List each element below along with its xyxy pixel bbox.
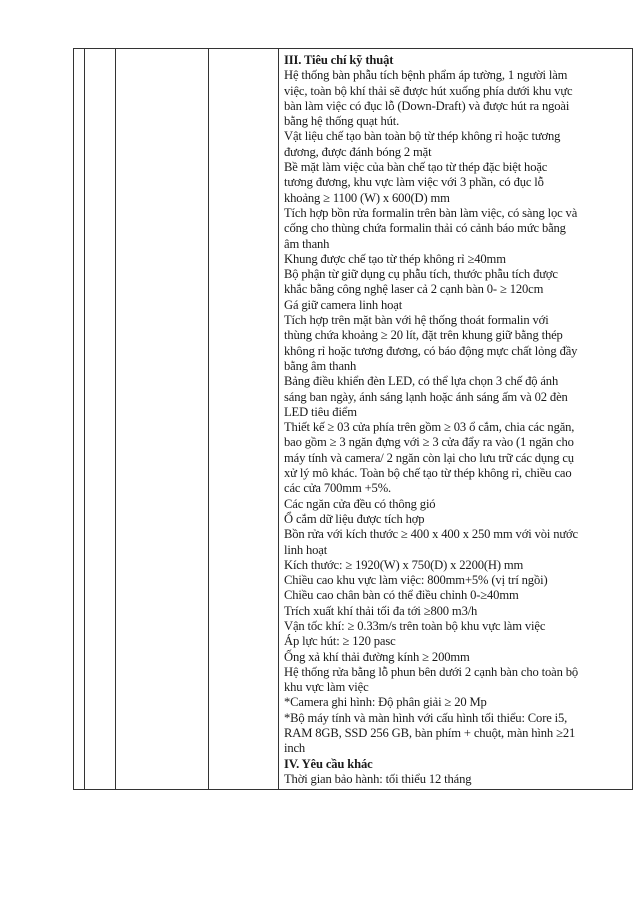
spec-line: Bề mặt làm việc của bàn chế tạo từ thép đặc biệt hoặc [284, 160, 548, 175]
spec-line: Hệ thống rửa bằng lỗ phun bên dưới 2 cạnh bàn cho toàn bộ [284, 664, 579, 679]
spec-line: Tích hợp trên mặt bàn với hệ thống thoát formalin với [284, 313, 549, 328]
spec-line: Gá giữ camera linh hoạt [284, 297, 403, 312]
spec-content-cell [279, 49, 633, 790]
spec-line: Chiều cao khu vực làm việc: 800mm+5% (vị trí ngồi) [284, 573, 548, 588]
spec-line: Thiết kế ≥ 03 cửa phía trên gồm ≥ 03 ổ cắm, chia các ngăn, [284, 420, 575, 435]
col-3-cell [116, 49, 209, 790]
col-1-cell [74, 49, 85, 790]
spec-line: Hệ thống bàn phẫu tích bệnh phẩm áp tường, 1 người làm [284, 68, 568, 83]
spec-line: khắc bằng công nghệ laser cả 2 cạnh bàn 0- ≥ 120cm [284, 282, 544, 297]
spec-line: Ống xả khí thải đường kính ≥ 200mm [284, 649, 470, 664]
spec-line: bàn làm việc có đục lỗ (Down-Draft) và được hút ra ngoài [284, 98, 570, 113]
spec-line: linh hoạt [284, 542, 328, 557]
section-4-heading: IV. Yêu cầu khác [284, 756, 373, 771]
spec-line: Bồn rửa với kích thước ≥ 400 x 400 x 250 mm với vòi nước [284, 527, 578, 542]
spec-line: không rỉ hoặc tương đương, có báo động mực chất lỏng đầy [284, 343, 578, 358]
section-3-body [284, 68, 628, 756]
spec-line: khu vực làm việc [284, 680, 369, 695]
section-4-body [284, 772, 628, 787]
spec-line: bằng âm thanh [284, 358, 357, 373]
spec-line: bằng hệ thống quạt hút. [284, 114, 400, 129]
spec-line: khoảng ≥ 1100 (W) x 600(D) mm [284, 190, 450, 205]
spec-table [73, 48, 633, 790]
spec-line: *Camera ghi hình: Độ phân giải ≥ 20 Mp [284, 695, 487, 710]
spec-line: Thời gian bảo hành: tối thiểu 12 tháng [284, 771, 472, 786]
spec-line: Tích hợp bồn rửa formalin trên bàn làm việc, có sàng lọc và [284, 205, 578, 220]
spec-line: Các ngăn cửa đều có thông gió [284, 496, 436, 511]
spec-line: các cửa 700mm +5%. [284, 481, 392, 496]
spec-line: bao gồm ≥ 3 ngăn đựng với ≥ 3 cửa đẩy ra vào (1 ngăn cho [284, 435, 574, 450]
spec-line: cống cho thùng chứa formalin thải có cảnh báo mức bằng [284, 221, 566, 236]
spec-line: Ổ cắm dữ liệu được tích hợp [284, 511, 425, 526]
spec-line: Khung được chế tạo từ thép không rỉ ≥40mm [284, 251, 506, 266]
spec-line: việc, toàn bộ khí thải sẽ được hút xuống phía dưới khu vực [284, 83, 573, 98]
spec-line: xử lý mô khác. Toàn bộ chế tạo từ thép không rỉ, chiều cao [284, 466, 572, 481]
spec-line: *Bộ máy tính và màn hình với cấu hình tối thiểu: Core i5, [284, 710, 568, 725]
table-row [74, 49, 633, 790]
spec-line: RAM 8GB, SSD 256 GB, bàn phím + chuột, màn hình ≥21 [284, 726, 576, 741]
col-2-cell [85, 49, 116, 790]
spec-line: Vật liệu chế tạo bàn toàn bộ từ thép không rỉ hoặc tương [284, 129, 561, 144]
col-4-cell [209, 49, 279, 790]
spec-line: Trích xuất khí thải tối đa tới ≥800 m3/h [284, 603, 478, 618]
spec-line: Chiều cao chân bàn có thể điều chỉnh 0-≥40mm [284, 588, 519, 603]
spec-line: Áp lực hút: ≥ 120 pasc [284, 634, 396, 649]
spec-line: Kích thước: ≥ 1920(W) x 750(D) x 2200(H) mm [284, 557, 524, 572]
spec-line: Vận tốc khí: ≥ 0.33m/s trên toàn bộ khu vực làm việc [284, 618, 546, 633]
section-3-heading: III. Tiêu chí kỹ thuật [284, 53, 394, 67]
spec-line: Bộ phận từ giữ dụng cụ phẫu tích, thước phẫu tích được [284, 267, 558, 282]
spec-line: inch [284, 741, 306, 756]
spec-line: âm thanh [284, 236, 330, 251]
spec-line: sáng ban ngày, ánh sáng lạnh hoặc ánh sáng ấm và 02 đèn [284, 389, 568, 404]
spec-line: đương, được đánh bóng 2 mặt [284, 144, 432, 159]
spec-line: máy tính và camera/ 2 ngăn còn lại cho lưu trữ các dụng cụ [284, 450, 574, 465]
spec-line: thùng chứa khoảng ≥ 20 lít, đặt trên khung giữ bằng thép [284, 328, 563, 343]
spec-line: LED tiêu điểm [284, 404, 357, 419]
spec-line: tương đương, khu vực làm việc với 3 phần, có đục lỗ [284, 175, 544, 190]
spec-line: Bảng điều khiển đèn LED, có thể lựa chọn 3 chế độ ánh [284, 374, 559, 389]
